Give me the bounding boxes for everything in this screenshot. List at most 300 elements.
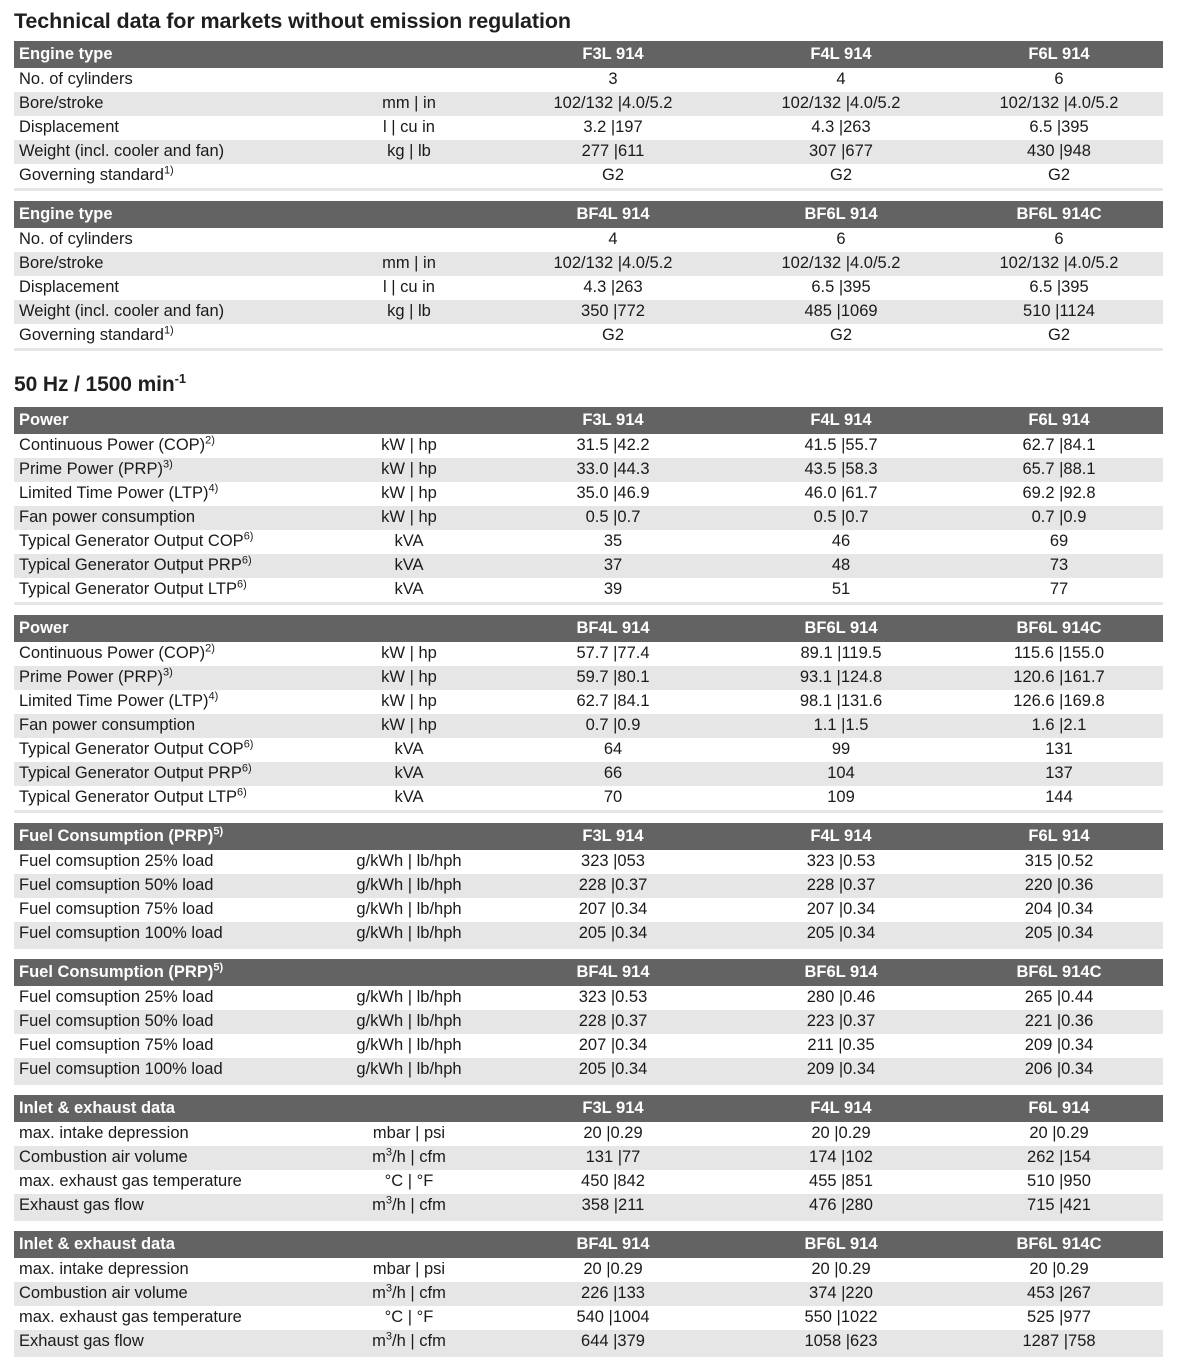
cell-value-1: 3 [499, 68, 727, 92]
row-label: Fuel comsuption 100% load [14, 1058, 319, 1082]
table-row [14, 1258, 1163, 1282]
row-label: Exhaust gas flow [14, 1194, 319, 1218]
column-header-category: Engine type [14, 41, 319, 68]
cell-value-1: 102/132 |4.0/5.2 [499, 252, 727, 276]
cell-value-3: 69 [955, 530, 1163, 554]
row-label-superscript: 4) [208, 690, 219, 703]
cell-value-3: 6 [955, 68, 1163, 92]
cell-value-3: 115.6 |155.0 [955, 642, 1163, 666]
row-unit: kVA [319, 762, 499, 786]
row-unit: mbar | psi [319, 1258, 499, 1282]
row-unit: g/kWh | lb/hph [319, 898, 499, 922]
row-label: Combustion air volume [14, 1146, 319, 1170]
cell-value-1: 277 |611 [499, 140, 727, 164]
cell-value-3: 6.5 |395 [955, 276, 1163, 300]
column-header-model-1: F3L 914 [499, 41, 727, 68]
cell-value-1: 228 |0.37 [499, 874, 727, 898]
table-row [14, 276, 1163, 300]
cell-value-2: 102/132 |4.0/5.2 [727, 92, 955, 116]
row-label-superscript: 2) [205, 434, 215, 447]
table-header-row [14, 407, 1163, 434]
row-unit: $m^3/h$ | cfm [319, 1282, 499, 1306]
cell-value-1: 323 |053 [499, 850, 727, 874]
table-row [14, 578, 1163, 602]
row-label-superscript: 6) [241, 762, 252, 775]
tables-block-performance [0, 407, 1180, 1357]
row-label: No. of cylinders [14, 68, 319, 92]
cell-value-1: 350 |772 [499, 300, 727, 324]
column-header-unit [319, 615, 499, 642]
table-bottom-rule [14, 602, 1163, 605]
cell-value-3: 205 |0.34 [955, 922, 1163, 946]
cell-value-2: 485 |1069 [727, 300, 955, 324]
table-row [14, 666, 1163, 690]
cell-value-2: 174 |102 [727, 1146, 955, 1170]
page-title: Technical data for markets without emission regulation [14, 9, 571, 33]
cell-value-2: 48 [727, 554, 955, 578]
cell-value-3: 265 |0.44 [955, 986, 1163, 1010]
row-label: Governing standard$^{1)}$ [14, 324, 319, 348]
table-row [14, 1058, 1163, 1082]
cell-value-3: 453 |267 [955, 1282, 1163, 1306]
table-row [14, 530, 1163, 554]
column-header-model-3: F6L 914 [955, 1095, 1163, 1122]
cell-value-1: 20 |0.29 [499, 1122, 727, 1146]
cell-value-2: 4.3 |263 [727, 116, 955, 140]
cell-value-3: 315 |0.52 [955, 850, 1163, 874]
cell-value-3: 206 |0.34 [955, 1058, 1163, 1082]
cell-value-3: 65.7 |88.1 [955, 458, 1163, 482]
row-unit: g/kWh | lb/hph [319, 986, 499, 1010]
table-row [14, 986, 1163, 1010]
row-unit: $m^3/h$ | cfm [319, 1194, 499, 1218]
cell-value-3: 715 |421 [955, 1194, 1163, 1218]
column-header-category: Engine type [14, 201, 319, 228]
cell-value-3: 510 |950 [955, 1170, 1163, 1194]
row-label: Combustion air volume [14, 1282, 319, 1306]
row-label-superscript: 1) [163, 164, 174, 177]
row-label: max. intake depression [14, 1122, 319, 1146]
cell-value-2: G2 [727, 164, 955, 188]
row-label-superscript: 3) [162, 458, 173, 471]
table-row [14, 554, 1163, 578]
column-header-category: Fuel Consumption (PRP)$^{5)}$ [14, 959, 319, 986]
table-row [14, 228, 1163, 252]
cell-value-3: 6 [955, 228, 1163, 252]
table-bottom-rule [14, 1218, 1163, 1221]
cell-value-3: 221 |0.36 [955, 1010, 1163, 1034]
cell-value-1: 131 |77 [499, 1146, 727, 1170]
cell-value-2: 550 |1022 [727, 1306, 955, 1330]
table-header-row [14, 1095, 1163, 1122]
row-unit: kg | lb [319, 300, 499, 324]
cell-value-2: 102/132 |4.0/5.2 [727, 252, 955, 276]
column-header-model-2: BF6L 914 [727, 959, 955, 986]
column-header-category: Fuel Consumption (PRP)$^{5)}$ [14, 823, 319, 850]
cell-value-1: 59.7 |80.1 [499, 666, 727, 690]
row-unit: g/kWh | lb/hph [319, 1058, 499, 1082]
cell-value-3: 144 [955, 786, 1163, 810]
table-bottom-rule [14, 1354, 1163, 1357]
row-label-superscript: 6) [236, 578, 247, 591]
cell-value-1: 70 [499, 786, 727, 810]
row-unit: kW | hp [319, 666, 499, 690]
table-row [14, 458, 1163, 482]
row-label: Bore/stroke [14, 92, 319, 116]
cell-value-1: 0.7 |0.9 [499, 714, 727, 738]
row-unit: °C | °F [319, 1306, 499, 1330]
row-unit: kVA [319, 530, 499, 554]
row-label: Prime Power (PRP)$^{3)}$ [14, 666, 319, 690]
cell-value-1: 4.3 |263 [499, 276, 727, 300]
row-label-superscript: 6) [236, 786, 247, 799]
table-bottom-rule [14, 1082, 1163, 1085]
row-unit: kVA [319, 554, 499, 578]
table-row [14, 1010, 1163, 1034]
cell-value-2: 6 [727, 228, 955, 252]
column-header-model-3: F6L 914 [955, 823, 1163, 850]
column-header-unit [319, 823, 499, 850]
cell-value-3: 525 |977 [955, 1306, 1163, 1330]
table-row [14, 1194, 1163, 1218]
column-header-model-2: F4L 914 [727, 41, 955, 68]
row-unit: l | cu in [319, 276, 499, 300]
column-header-unit [319, 407, 499, 434]
row-label: Limited Time Power (LTP)$^{4)}$ [14, 690, 319, 714]
row-unit: kVA [319, 738, 499, 762]
cell-value-3: 73 [955, 554, 1163, 578]
table-bottom-rule [14, 946, 1163, 949]
cell-value-3: 430 |948 [955, 140, 1163, 164]
data-table-fuel-b [14, 959, 1163, 1082]
row-label: Typical Generator Output COP$^{6)}$ [14, 738, 319, 762]
cell-value-2: 211 |0.35 [727, 1034, 955, 1058]
table-bottom-rule [14, 188, 1163, 191]
cell-value-1: 35.0 |46.9 [499, 482, 727, 506]
row-unit: mbar | psi [319, 1122, 499, 1146]
column-header-category: Inlet & exhaust data [14, 1095, 319, 1122]
cell-value-1: 20 |0.29 [499, 1258, 727, 1282]
row-label: Fuel comsuption 50% load [14, 1010, 319, 1034]
table-row [14, 690, 1163, 714]
frequency-heading [0, 351, 1180, 407]
column-header-model-2: F4L 914 [727, 407, 955, 434]
row-label: Weight (incl. cooler and fan) [14, 300, 319, 324]
table-row [14, 252, 1163, 276]
column-header-category: Power [14, 615, 319, 642]
table-header-row [14, 41, 1163, 68]
column-header-category: Inlet & exhaust data [14, 1231, 319, 1258]
row-label: Fan power consumption [14, 714, 319, 738]
row-unit [319, 228, 499, 252]
column-header-model-3: BF6L 914C [955, 1231, 1163, 1258]
row-unit: kW | hp [319, 482, 499, 506]
table-row [14, 116, 1163, 140]
row-unit [319, 324, 499, 348]
row-label: max. exhaust gas temperature [14, 1306, 319, 1330]
cell-value-1: 62.7 |84.1 [499, 690, 727, 714]
table-row [14, 434, 1163, 458]
column-header-model-2: BF6L 914 [727, 615, 955, 642]
column-header-model-3: F6L 914 [955, 41, 1163, 68]
data-table-inlet-a [14, 1095, 1163, 1218]
column-header-model-2: BF6L 914 [727, 1231, 955, 1258]
table-row [14, 324, 1163, 348]
row-unit: $m^3/h$ | cfm [319, 1146, 499, 1170]
row-unit: g/kWh | lb/hph [319, 1010, 499, 1034]
row-label: Typical Generator Output PRP$^{6)}$ [14, 554, 319, 578]
row-label-superscript: 6) [241, 554, 252, 567]
row-unit: mm | in [319, 92, 499, 116]
cell-value-2: 1.1 |1.5 [727, 714, 955, 738]
row-label-superscript: 2) [205, 642, 215, 655]
table-row [14, 506, 1163, 530]
row-unit: g/kWh | lb/hph [319, 874, 499, 898]
frequency-heading-superscript: -1 [174, 371, 187, 386]
row-unit: l | cu in [319, 116, 499, 140]
table-row [14, 762, 1163, 786]
row-label: max. intake depression [14, 1258, 319, 1282]
row-label: Fuel comsuption 100% load [14, 922, 319, 946]
cell-value-3: 62.7 |84.1 [955, 434, 1163, 458]
row-label-superscript: 6) [243, 530, 254, 543]
cell-value-3: 1.6 |2.1 [955, 714, 1163, 738]
cell-value-2: 228 |0.37 [727, 874, 955, 898]
cell-value-1: 35 [499, 530, 727, 554]
cell-value-3: 510 |1124 [955, 300, 1163, 324]
tables-block-engine [0, 41, 1180, 351]
cell-value-2: 209 |0.34 [727, 1058, 955, 1082]
row-unit: kW | hp [319, 690, 499, 714]
column-header-model-1: F3L 914 [499, 823, 727, 850]
data-table-power-b [14, 615, 1163, 810]
cell-value-2: 1058 |623 [727, 1330, 955, 1354]
column-header-unit [319, 41, 499, 68]
row-unit: kg | lb [319, 140, 499, 164]
cell-value-3: 220 |0.36 [955, 874, 1163, 898]
row-label: No. of cylinders [14, 228, 319, 252]
cell-value-1: 644 |379 [499, 1330, 727, 1354]
table-row [14, 738, 1163, 762]
cell-value-3: 69.2 |92.8 [955, 482, 1163, 506]
cell-value-1: 358 |211 [499, 1194, 727, 1218]
cell-value-3: 20 |0.29 [955, 1258, 1163, 1282]
table-header-row [14, 1231, 1163, 1258]
row-label: Typical Generator Output LTP$^{6)}$ [14, 786, 319, 810]
cell-value-1: 323 |0.53 [499, 986, 727, 1010]
cell-value-1: 64 [499, 738, 727, 762]
cell-value-1: 66 [499, 762, 727, 786]
cell-value-2: 104 [727, 762, 955, 786]
column-header-model-3: BF6L 914C [955, 201, 1163, 228]
table-bottom-rule [14, 810, 1163, 813]
column-header-model-2: BF6L 914 [727, 201, 955, 228]
cell-value-2: 323 |0.53 [727, 850, 955, 874]
row-unit: kW | hp [319, 458, 499, 482]
header-superscript: 5) [213, 961, 224, 973]
cell-value-2: 89.1 |119.5 [727, 642, 955, 666]
table-row [14, 642, 1163, 666]
cell-value-1: 207 |0.34 [499, 1034, 727, 1058]
row-unit: g/kWh | lb/hph [319, 1034, 499, 1058]
data-table-engine-type-b [14, 201, 1163, 348]
column-header-model-1: BF4L 914 [499, 201, 727, 228]
table-row [14, 68, 1163, 92]
cell-value-1: 226 |133 [499, 1282, 727, 1306]
cell-value-1: 31.5 |42.2 [499, 434, 727, 458]
row-unit: kVA [319, 786, 499, 810]
cell-value-1: 205 |0.34 [499, 922, 727, 946]
cell-value-1: 0.5 |0.7 [499, 506, 727, 530]
cell-value-1: 4 [499, 228, 727, 252]
cell-value-1: 228 |0.37 [499, 1010, 727, 1034]
column-header-model-2: F4L 914 [727, 1095, 955, 1122]
data-table-fuel-a [14, 823, 1163, 946]
row-label: max. exhaust gas temperature [14, 1170, 319, 1194]
cell-value-1: G2 [499, 164, 727, 188]
column-header-model-1: F3L 914 [499, 1095, 727, 1122]
table-row [14, 164, 1163, 188]
cell-value-3: 209 |0.34 [955, 1034, 1163, 1058]
row-label: Displacement [14, 276, 319, 300]
column-header-unit [319, 959, 499, 986]
cell-value-2: 99 [727, 738, 955, 762]
cell-value-1: 37 [499, 554, 727, 578]
frequency-heading-text: 50 Hz / 1500 min [14, 373, 175, 396]
cell-value-1: 3.2 |197 [499, 116, 727, 140]
table-row [14, 482, 1163, 506]
table-row [14, 786, 1163, 810]
column-header-model-1: BF4L 914 [499, 615, 727, 642]
header-superscript: 5) [213, 825, 224, 837]
row-label: Fan power consumption [14, 506, 319, 530]
cell-value-1: 207 |0.34 [499, 898, 727, 922]
cell-value-3: 120.6 |161.7 [955, 666, 1163, 690]
cell-value-2: 20 |0.29 [727, 1258, 955, 1282]
column-header-unit [319, 1095, 499, 1122]
cell-value-2: 0.5 |0.7 [727, 506, 955, 530]
row-label: Displacement [14, 116, 319, 140]
column-header-model-1: BF4L 914 [499, 959, 727, 986]
cell-value-3: 204 |0.34 [955, 898, 1163, 922]
cell-value-3: 126.6 |169.8 [955, 690, 1163, 714]
row-unit: °C | °F [319, 1170, 499, 1194]
table-row [14, 1034, 1163, 1058]
row-label: Fuel comsuption 25% load [14, 850, 319, 874]
row-label: Limited Time Power (LTP)$^{4)}$ [14, 482, 319, 506]
cell-value-3: 131 [955, 738, 1163, 762]
table-row [14, 92, 1163, 116]
cell-value-3: 137 [955, 762, 1163, 786]
table-row [14, 1146, 1163, 1170]
table-header-row [14, 959, 1163, 986]
cell-value-1: 39 [499, 578, 727, 602]
row-label: Fuel comsuption 50% load [14, 874, 319, 898]
cell-value-1: 450 |842 [499, 1170, 727, 1194]
cell-value-2: 51 [727, 578, 955, 602]
cell-value-1: 57.7 |77.4 [499, 642, 727, 666]
cell-value-3: 6.5 |395 [955, 116, 1163, 140]
table-row [14, 850, 1163, 874]
row-label: Prime Power (PRP)$^{3)}$ [14, 458, 319, 482]
table-row [14, 1282, 1163, 1306]
row-unit: g/kWh | lb/hph [319, 850, 499, 874]
row-label: Weight (incl. cooler and fan) [14, 140, 319, 164]
column-header-model-1: F3L 914 [499, 407, 727, 434]
column-header-model-3: BF6L 914C [955, 615, 1163, 642]
cell-value-1: 205 |0.34 [499, 1058, 727, 1082]
cell-value-2: 4 [727, 68, 955, 92]
table-header-row [14, 201, 1163, 228]
row-unit: kW | hp [319, 506, 499, 530]
row-unit: kW | hp [319, 642, 499, 666]
cell-value-2: 6.5 |395 [727, 276, 955, 300]
row-unit: kW | hp [319, 434, 499, 458]
row-label-superscript: 1) [163, 324, 174, 337]
row-label: Fuel comsuption 75% load [14, 1034, 319, 1058]
table-row [14, 140, 1163, 164]
row-unit: g/kWh | lb/hph [319, 922, 499, 946]
row-label: Fuel comsuption 25% load [14, 986, 319, 1010]
cell-value-2: 43.5 |58.3 [727, 458, 955, 482]
row-label: Typical Generator Output PRP$^{6)}$ [14, 762, 319, 786]
table-row [14, 714, 1163, 738]
table-header-row [14, 823, 1163, 850]
table-row [14, 1170, 1163, 1194]
table-row [14, 898, 1163, 922]
row-label: Continuous Power (COP)$^{2)}$ [14, 434, 319, 458]
cell-value-1: 102/132 |4.0/5.2 [499, 92, 727, 116]
column-header-unit [319, 1231, 499, 1258]
column-header-model-3: BF6L 914C [955, 959, 1163, 986]
data-table-power-a [14, 407, 1163, 602]
row-unit: kVA [319, 578, 499, 602]
cell-value-2: 20 |0.29 [727, 1122, 955, 1146]
cell-value-3: G2 [955, 164, 1163, 188]
row-unit [319, 68, 499, 92]
column-header-model-2: F4L 914 [727, 823, 955, 850]
cell-value-2: 98.1 |131.6 [727, 690, 955, 714]
column-header-model-3: F6L 914 [955, 407, 1163, 434]
row-label: Bore/stroke [14, 252, 319, 276]
cell-value-3: 0.7 |0.9 [955, 506, 1163, 530]
cell-value-2: 41.5 |55.7 [727, 434, 955, 458]
cell-value-2: 109 [727, 786, 955, 810]
cell-value-3: G2 [955, 324, 1163, 348]
row-label: Fuel comsuption 75% load [14, 898, 319, 922]
cell-value-3: 77 [955, 578, 1163, 602]
column-header-model-1: BF4L 914 [499, 1231, 727, 1258]
cell-value-3: 1287 |758 [955, 1330, 1163, 1354]
cell-value-2: 223 |0.37 [727, 1010, 955, 1034]
cell-value-2: 207 |0.34 [727, 898, 955, 922]
row-label-superscript: 6) [243, 738, 254, 751]
row-label-superscript: 3) [162, 666, 173, 679]
row-label: Typical Generator Output LTP$^{6)}$ [14, 578, 319, 602]
cell-value-3: 102/132 |4.0/5.2 [955, 252, 1163, 276]
cell-value-2: 46.0 |61.7 [727, 482, 955, 506]
cell-value-3: 20 |0.29 [955, 1122, 1163, 1146]
row-label: Continuous Power (COP)$^{2)}$ [14, 642, 319, 666]
data-table-inlet-b [14, 1231, 1163, 1354]
cell-value-2: 374 |220 [727, 1282, 955, 1306]
row-unit: $m^3/h$ | cfm [319, 1330, 499, 1354]
table-row [14, 1330, 1163, 1354]
cell-value-2: 46 [727, 530, 955, 554]
table-row [14, 1306, 1163, 1330]
cell-value-1: G2 [499, 324, 727, 348]
table-header-row [14, 615, 1163, 642]
